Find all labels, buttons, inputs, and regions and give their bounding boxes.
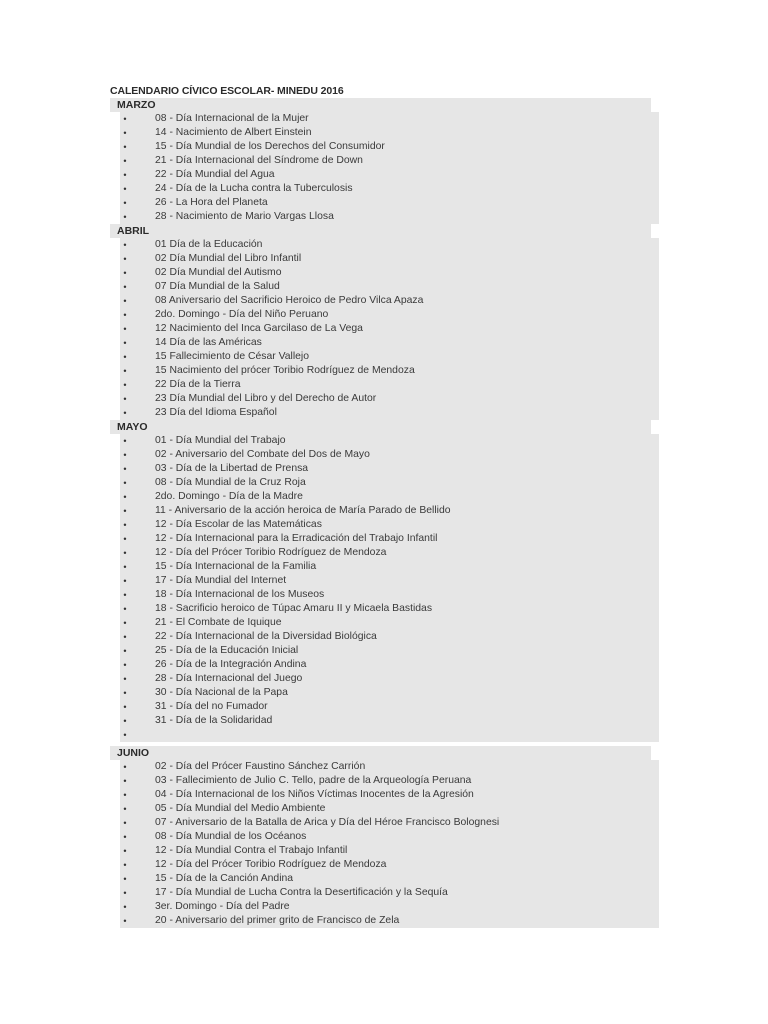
bullet-icon: • [123, 818, 127, 828]
bullet-icon: • [123, 156, 127, 166]
list-item-text: 02 - Aniversario del Combate del Dos de Mayo [155, 449, 370, 460]
list-item-text: 15 - Día de la Canción Andina [155, 873, 294, 884]
bullet-icon: • [123, 762, 127, 772]
list-item-text: 26 - La Hora del Planeta [155, 197, 268, 208]
month-list-abril [120, 238, 659, 420]
list-item [120, 392, 659, 406]
list-item [120, 280, 659, 294]
list-item [120, 560, 659, 574]
list-item [120, 844, 659, 858]
list-item [120, 788, 659, 802]
bullet-icon: • [123, 352, 127, 362]
list-item [120, 210, 659, 224]
list-item [120, 154, 659, 168]
list-item [120, 266, 659, 280]
bullet-icon: • [123, 170, 127, 180]
bullet-icon: • [123, 296, 127, 306]
bullet-icon: • [123, 380, 127, 390]
bullet-icon: • [123, 916, 127, 926]
month-header-abril: ABRIL [110, 224, 651, 238]
bullet-icon: • [123, 520, 127, 530]
list-item [120, 816, 659, 830]
bullet-icon: • [123, 506, 127, 516]
bullet-icon: • [123, 730, 127, 740]
bullet-icon: • [123, 338, 127, 348]
list-item-text: 21 - El Combate de Iquique [155, 617, 282, 628]
bullet-icon: • [123, 604, 127, 614]
list-item [120, 350, 659, 364]
list-item-text: 01 Día de la Educación [155, 239, 263, 250]
list-item-text: 22 - Día Internacional de la Diversidad Biológica [155, 631, 377, 642]
list-item [120, 914, 659, 928]
list-item [120, 546, 659, 560]
list-item [120, 886, 659, 900]
list-item-text: 12 - Día Escolar de las Matemáticas [155, 519, 322, 530]
list-item [120, 112, 659, 126]
list-item-text: 31 - Día del no Fumador [155, 701, 268, 712]
list-item-text: 15 - Día Mundial de los Derechos del Consumidor [155, 141, 385, 152]
bullet-icon: • [123, 688, 127, 698]
month-list-junio [120, 760, 659, 928]
list-item [120, 238, 659, 252]
bullet-icon: • [123, 212, 127, 222]
bullet-icon: • [123, 534, 127, 544]
bullet-icon: • [123, 366, 127, 376]
list-item-text: 08 Aniversario del Sacrificio Heroico de Pedro Vilca Apaza [155, 295, 424, 306]
list-item-text: 07 - Aniversario de la Batalla de Arica y Día del Héroe Francisco Bolognesi [155, 817, 500, 828]
list-item [120, 462, 659, 476]
month-header-junio: JUNIO [110, 746, 651, 760]
bullet-icon: • [123, 142, 127, 152]
list-item [120, 434, 659, 448]
list-item [120, 168, 659, 182]
list-item-text: 2do. Domingo - Día del Niño Peruano [155, 309, 329, 320]
bullet-icon: • [123, 198, 127, 208]
bullet-icon: • [123, 702, 127, 712]
month-list-marzo [120, 112, 659, 224]
bullet-icon: • [123, 660, 127, 670]
bullet-icon: • [123, 902, 127, 912]
bullet-icon: • [123, 618, 127, 628]
list-item-text: 07 Día Mundial de la Salud [155, 281, 280, 292]
list-item [120, 574, 659, 588]
list-item [120, 728, 659, 742]
list-item-text: 02 Día Mundial del Libro Infantil [155, 253, 302, 264]
list-item-text: 01 - Día Mundial del Trabajo [155, 435, 286, 446]
list-item-text: 12 - Día Mundial Contra el Trabajo Infantil [155, 845, 348, 856]
list-item [120, 308, 659, 322]
bullet-icon: • [123, 408, 127, 418]
bullet-icon: • [123, 254, 127, 264]
bullet-icon: • [123, 804, 127, 814]
list-item [120, 588, 659, 602]
list-item-text: 05 - Día Mundial del Medio Ambiente [155, 803, 326, 814]
list-item-text: 04 - Día Internacional de los Niños Víctimas Inocentes de la Agresión [155, 789, 474, 800]
list-item-text: 08 - Día Mundial de la Cruz Roja [155, 477, 306, 488]
document [110, 84, 660, 928]
month-header-mayo: MAYO [110, 420, 651, 434]
list-item-text: 14 Día de las Américas [155, 337, 262, 348]
list-item [120, 774, 659, 788]
list-item [120, 406, 659, 420]
bullet-icon: • [123, 590, 127, 600]
list-item [120, 504, 659, 518]
list-item-text: 3er. Domingo - Día del Padre [155, 901, 290, 912]
list-item [120, 126, 659, 140]
list-item [120, 336, 659, 350]
list-item [120, 294, 659, 308]
list-item [120, 672, 659, 686]
list-item-text: 18 - Día Internacional de los Museos [155, 589, 325, 600]
list-item-text: 30 - Día Nacional de la Papa [155, 687, 288, 698]
list-item-text: 12 Nacimiento del Inca Garcilaso de La Vega [155, 323, 363, 334]
bullet-icon: • [123, 776, 127, 786]
bullet-icon: • [123, 478, 127, 488]
bullet-icon: • [123, 632, 127, 642]
list-item-text: 12 - Día del Prócer Toribio Rodríguez de Mendoza [155, 859, 387, 870]
list-item [120, 714, 659, 728]
list-item [120, 140, 659, 154]
list-item-text: 08 - Día Mundial de los Océanos [155, 831, 307, 842]
list-item [120, 532, 659, 546]
bullet-icon: • [123, 874, 127, 884]
list-item-text: 23 Día del Idioma Español [155, 407, 277, 418]
bullet-icon: • [123, 128, 127, 138]
document-title: CALENDARIO CÍVICO ESCOLAR- MINEDU 2016 [110, 85, 344, 97]
list-item [120, 658, 659, 672]
list-item [120, 252, 659, 266]
bullet-icon: • [123, 464, 127, 474]
list-item-text: 23 Día Mundial del Libro y del Derecho de Autor [155, 393, 377, 404]
month-list-mayo [120, 434, 659, 742]
list-item [120, 900, 659, 914]
months-container [110, 98, 660, 928]
list-item-text: 17 - Día Mundial del Internet [155, 575, 287, 586]
list-item [120, 378, 659, 392]
list-item-text: 28 - Día Internacional del Juego [155, 673, 303, 684]
bullet-icon: • [123, 674, 127, 684]
list-item-text: 31 - Día de la Solidaridad [155, 715, 273, 726]
list-item-text: 18 - Sacrificio heroico de Túpac Amaru II y Micaela Bastidas [155, 603, 433, 614]
list-item [120, 858, 659, 872]
bullet-icon: • [123, 846, 127, 856]
bullet-icon: • [123, 184, 127, 194]
bullet-icon: • [123, 790, 127, 800]
bullet-icon: • [123, 832, 127, 842]
list-item-text: 20 - Aniversario del primer grito de Francisco de Zela [155, 915, 400, 926]
bullet-icon: • [123, 888, 127, 898]
bullet-icon: • [123, 436, 127, 446]
list-item [120, 616, 659, 630]
bullet-icon: • [123, 450, 127, 460]
list-item-text: 03 - Día de la Libertad de Prensa [155, 463, 309, 474]
list-item [120, 700, 659, 714]
list-item [120, 872, 659, 886]
list-item-text: 12 - Día del Prócer Toribio Rodríguez de Mendoza [155, 547, 387, 558]
month-header-marzo: MARZO [110, 98, 651, 112]
bullet-icon: • [123, 394, 127, 404]
list-item [120, 364, 659, 378]
bullet-icon: • [123, 548, 127, 558]
bullet-icon: • [123, 716, 127, 726]
list-item-text: 17 - Día Mundial de Lucha Contra la Desertificación y la Sequía [155, 887, 448, 898]
list-item [120, 644, 659, 658]
bullet-icon: • [123, 492, 127, 502]
list-item-text: 14 - Nacimiento de Albert Einstein [155, 127, 312, 138]
list-item-text: 26 - Día de la Integración Andina [155, 659, 307, 670]
list-item-text: 28 - Nacimiento de Mario Vargas Llosa [155, 211, 334, 222]
list-item [120, 490, 659, 504]
list-item [120, 196, 659, 210]
list-item-text: 2do. Domingo - Día de la Madre [155, 491, 303, 502]
bullet-icon: • [123, 268, 127, 278]
list-item [120, 518, 659, 532]
bullet-icon: • [123, 240, 127, 250]
bullet-icon: • [123, 562, 127, 572]
list-item [120, 182, 659, 196]
list-item-text: 24 - Día de la Lucha contra la Tuberculosis [155, 183, 353, 194]
list-item [120, 322, 659, 336]
list-item-text: 08 - Día Internacional de la Mujer [155, 113, 309, 124]
list-item [120, 802, 659, 816]
list-item-text: 22 - Día Mundial del Agua [155, 169, 275, 180]
list-item-text: 11 - Aniversario de la acción heroica de María Parado de Bellido [155, 505, 451, 516]
list-item-text: 21 - Día Internacional del Síndrome de Down [155, 155, 363, 166]
list-item [120, 686, 659, 700]
list-item-text: 02 - Día del Prócer Faustino Sánchez Carrión [155, 761, 366, 772]
list-item-text: 22 Día de la Tierra [155, 379, 241, 390]
list-item [120, 448, 659, 462]
bullet-icon: • [123, 114, 127, 124]
bullet-icon: • [123, 576, 127, 586]
list-item-text: 02 Día Mundial del Autismo [155, 267, 282, 278]
bullet-icon: • [123, 282, 127, 292]
list-item-text: 15 Fallecimiento de César Vallejo [155, 351, 310, 362]
list-item [120, 760, 659, 774]
bullet-icon: • [123, 860, 127, 870]
list-item [120, 830, 659, 844]
list-item [120, 630, 659, 644]
list-item-text: 03 - Fallecimiento de Julio C. Tello, padre de la Arqueología Peruana [155, 775, 472, 786]
bullet-icon: • [123, 310, 127, 320]
bullet-icon: • [123, 324, 127, 334]
list-item [120, 476, 659, 490]
list-item [120, 602, 659, 616]
bullet-icon: • [123, 646, 127, 656]
list-item-text: 12 - Día Internacional para la Erradicación del Trabajo Infantil [155, 533, 438, 544]
list-item-text: 25 - Día de la Educación Inicial [155, 645, 299, 656]
list-item-text: 15 - Día Internacional de la Familia [155, 561, 317, 572]
list-item-text: 15 Nacimiento del prócer Toribio Rodríguez de Mendoza [155, 365, 415, 376]
